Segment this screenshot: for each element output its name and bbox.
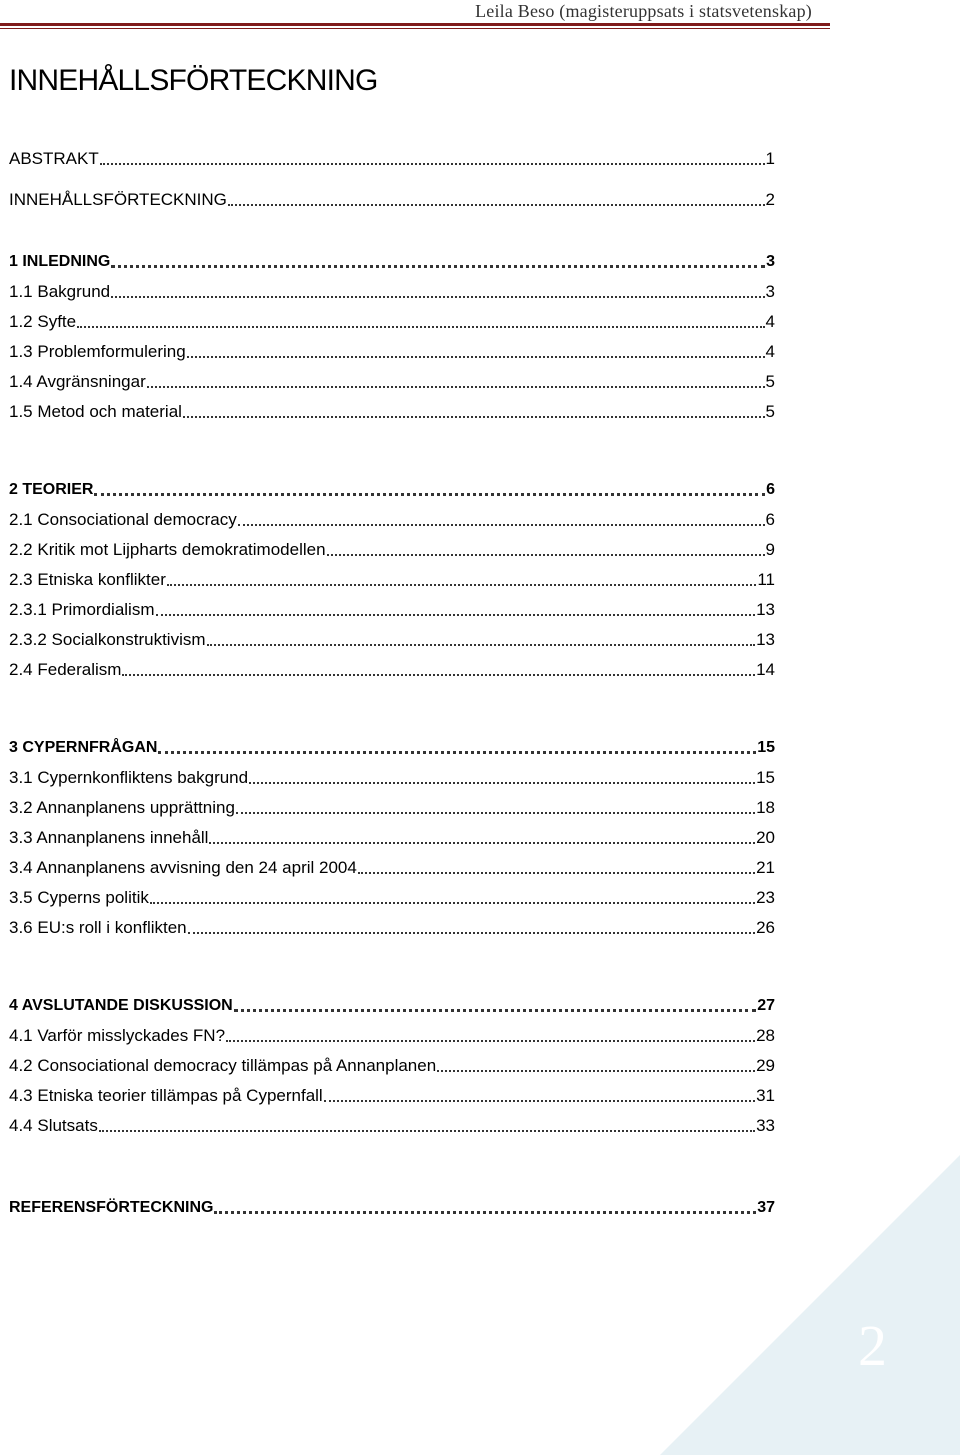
toc-entry-label: REFERENSFÖRTECKNING [9,1199,214,1216]
toc-entry [9,992,775,1016]
toc-entry [9,1052,775,1076]
toc-entry-page: 29 [756,1056,775,1075]
toc-leader-dots [100,162,765,165]
toc-entry-label: 3.3 Annanplanens innehåll [9,828,209,847]
toc-entry [9,506,775,530]
toc-entry-label: 1.2 Syfte [9,312,77,331]
toc-entry-page: 13 [756,630,775,649]
toc-entry-label: 2.3.2 Socialkonstruktivism [9,630,206,649]
toc-entry [9,824,775,848]
toc-entry-page: 11 [757,570,775,589]
toc-leader-dots [327,553,765,556]
toc-leader-dots [158,750,756,754]
toc-leader-dots [209,841,755,844]
toc-leader-dots [111,264,765,268]
corner-decoration [660,1155,960,1455]
toc-entry [9,884,775,908]
toc-entry [9,596,775,620]
page-header [0,0,830,30]
page-title: INNEHÅLLSFÖRTECKNING [9,64,378,97]
toc-entry-label: 4 AVSLUTANDE DISKUSSION [9,997,233,1014]
toc-entry-label: 2.3 Etniska konflikter [9,570,166,589]
toc-entry-page: 4 [765,342,775,361]
toc-entry-page: 3 [766,253,775,270]
toc-entry-label: 4.2 Consociational democracy tillämpas på Annanplanen [9,1056,437,1075]
toc-entry-label: 3 CYPERNFRÅGAN [9,739,158,756]
toc-entry-label: 1.3 Problemformulering [9,342,186,361]
toc-leader-dots [122,673,755,676]
toc-entry [9,145,775,169]
toc-entry-label: 2.2 Kritik mot Lijpharts demokratimodellen [9,540,326,559]
toc-entry [9,248,775,272]
toc-leader-dots [187,355,765,358]
toc-leader-dots [111,295,764,298]
toc-entry-page: 23 [756,888,775,907]
toc-entry-page: 1 [765,149,775,168]
toc-entry-page: 28 [756,1026,775,1045]
toc-entry-label: 3.4 Annanplanens avvisning den 24 april 2004 [9,858,357,877]
toc-entry-page: 18 [756,798,775,817]
toc-entry-label: 4.3 Etniska teorier tillämpas på Cypernfall [9,1086,323,1105]
toc-entry-label: 3.2 Annanplanens upprättning [9,798,235,817]
toc-leader-dots [249,781,755,784]
header-text: Leila Beso (magisteruppsats i statsvetenskap) [475,1,812,21]
toc-entry [9,626,775,650]
toc-entry-page: 21 [756,858,775,877]
toc-leader-dots [324,1099,755,1102]
toc-entry [9,1082,775,1106]
toc-entry-page: 4 [765,312,775,331]
toc-entry-label: 2 TEORIER [9,481,94,498]
toc-entry [9,278,775,302]
page-number: 2 [858,1313,887,1378]
toc-entry-label: 1.1 Bakgrund [9,282,111,301]
toc-entry-label: 4.4 Slutsats [9,1116,98,1135]
toc-entry-label: 1.4 Avgränsningar [9,372,146,391]
toc-leader-dots [228,203,765,206]
toc-entry-label: 4.1 Varför misslyckades FN? [9,1026,226,1045]
toc-entry [9,734,775,758]
toc-entry [9,914,775,938]
toc-entry-label: 3.1 Cypernkonfliktens bakgrund [9,768,249,787]
toc-leader-dots [156,613,756,616]
toc-entry-page: 5 [765,372,775,391]
toc-entry [9,368,775,392]
header-rule [0,23,830,26]
toc-entry-label: 1.5 Metod och material [9,402,182,421]
toc-entry [9,308,775,332]
toc-entry-page: 2 [765,190,775,209]
toc-entry [9,476,775,500]
toc-entry-label: 2.1 Consociational democracy [9,510,237,529]
toc-leader-dots [437,1069,755,1072]
toc-entry-page: 6 [765,510,775,529]
toc-leader-dots [183,415,765,418]
toc-leader-dots [167,583,756,586]
toc-leader-dots [226,1039,755,1042]
toc-entry [9,338,775,362]
toc-leader-dots [99,1129,755,1132]
toc-leader-dots [207,643,756,646]
toc-leader-dots [234,1008,756,1012]
header-rule-thin [0,28,830,29]
toc-entry-page: 33 [756,1116,775,1135]
toc-entry-page: 37 [757,1199,775,1216]
toc-entry-page: 5 [765,402,775,421]
toc-entry-label: 3.6 EU:s roll i konflikten [9,918,187,937]
toc-entry [9,854,775,878]
toc-entry-label: 1 INLEDNING [9,253,111,270]
toc-entry-page: 6 [766,481,775,498]
toc-entry-page: 15 [756,768,775,787]
toc-leader-dots [150,901,755,904]
toc-entry [9,764,775,788]
toc-entry-label: 3.5 Cyperns politik [9,888,149,907]
toc-leader-dots [238,523,765,526]
toc-entry-label: 2.3.1 Primordialism [9,600,155,619]
toc-leader-dots [94,492,765,496]
toc-entry-page: 15 [757,739,775,756]
toc-entry-label: INNEHÅLLSFÖRTECKNING [9,190,227,209]
toc-leader-dots [188,931,755,934]
toc-entry [9,656,775,680]
toc-entry [9,536,775,560]
toc-entry-page: 26 [756,918,775,937]
toc-entry-page: 20 [756,828,775,847]
toc-entry [9,566,775,590]
toc-entry-page: 14 [756,660,775,679]
toc-entry-page: 9 [765,540,775,559]
toc-entry [9,186,775,210]
toc-entry [9,398,775,422]
toc-entry-page: 13 [756,600,775,619]
toc-entry-label: 2.4 Federalism [9,660,122,679]
toc-entry-page: 3 [765,282,775,301]
toc-entry-label: ABSTRAKT [9,149,99,168]
toc-entry-page: 31 [756,1086,775,1105]
toc-entry [9,1112,775,1136]
toc-entry-page: 27 [757,997,775,1014]
toc-leader-dots [358,871,755,874]
toc-leader-dots [236,811,755,814]
toc-entry [9,794,775,818]
toc-entry [9,1022,775,1046]
toc-leader-dots [77,325,764,328]
toc-leader-dots [147,385,765,388]
